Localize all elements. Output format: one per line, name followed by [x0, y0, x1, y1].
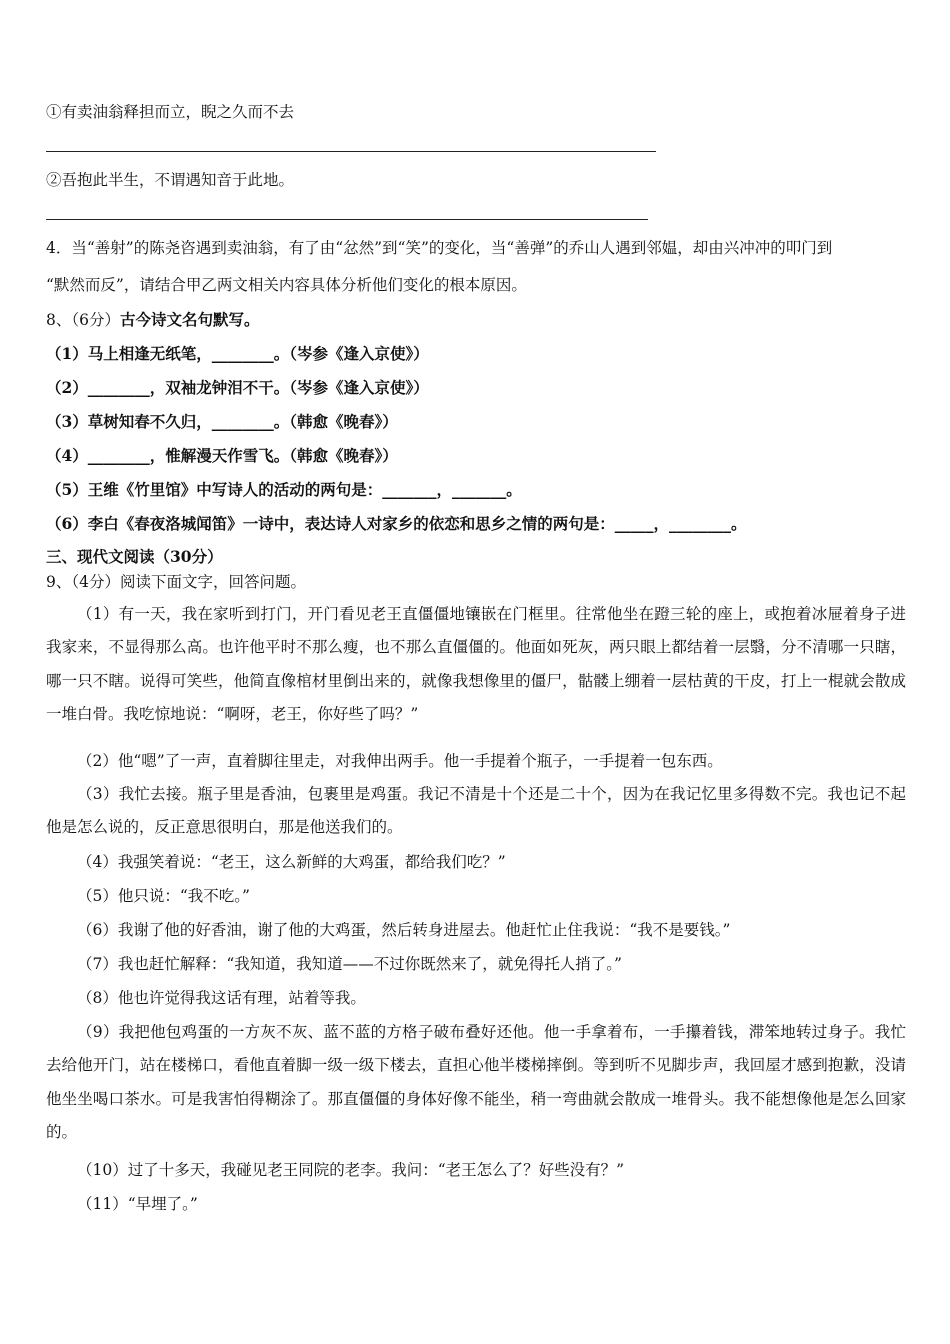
question-8-number: 8、（6分）: [46, 311, 120, 329]
answer-blank-line-2[interactable]: [46, 219, 648, 220]
question-9-heading: 9、（4分）阅读下面文字，回答问题。: [46, 573, 306, 591]
passage-paragraph-9: （9）我把他包鸡蛋的一方灰不灰、蓝不蓝的方格子破布叠好还他。他一手拿着布，一手攥着钱，滞笨地转过身子。我忙去给他开门，站在楼梯口，看他直着脚一级一级下楼去，直担心他半楼梯摔倒。等到听不见脚步声，我回屋才感到抱歉，没请他坐坐喝口茶水。可是我害怕得糊涂了。那直僵僵的身体好像不能坐，稍一弯曲就会散成一堆骨头。我不能想像他是怎么回家的。: [46, 1023, 906, 1142]
passage-paragraph-7: （7）我也赶忙解释：“我知道，我知道——不过你既然来了，就免得托人捎了。”: [77, 955, 622, 973]
answer-blank-line-1[interactable]: [46, 151, 656, 152]
section-3-heading: 三、现代文阅读（30分）: [46, 547, 223, 566]
fill-blank-item: （4）________，惟解漫天作雪飞。（韩愈《晚春》）: [46, 446, 398, 465]
passage-paragraph-11: （11）“早埋了。”: [77, 1195, 198, 1213]
fill-blank-item: （6）李白《春夜洛城闻笛》一诗中，表达诗人对家乡的依恋和思乡之情的两句是：_____，________。: [46, 514, 747, 533]
passage-paragraph-4: （4）我强笑着说：“老王，这么新鲜的大鸡蛋，都给我们吃？”: [77, 853, 506, 871]
passage-paragraph-3: （3）我忙去接。瓶子里是香油，包裹里是鸡蛋。我记不清是十个还是二十个，因为在我记忆里多得数不完。我也记不起他是怎么说的，反正意思很明白，那是他送我们的。: [46, 785, 906, 837]
passage-paragraph-5: （5）他只说：“我不吃。”: [77, 887, 250, 905]
question-4-line-2: “默然而反”，请结合甲乙两文相关内容具体分析他们变化的根本原因。: [46, 276, 527, 294]
fill-blank-item: （5）王维《竹里馆》中写诗人的活动的两句是：_______，_______。: [46, 480, 522, 499]
passage-paragraph-1: （1）有一天，我在家听到打门，开门看见老王直僵僵地镶嵌在门框里。往常他坐在蹬三轮的座上，或抱着冰屉着身子进我家来，不显得那么高。也许他平时不那么瘦，也不那么直僵僵的。他面如死灰，两只眼上都结着一层翳，分不清哪一只瞎，哪一只不瞎。说得可笑些，他简直像棺材里倒出来的，就像我想像里的僵尸，骷髅上绷着一层枯黄的干皮，打上一棍就会散成一堆白骨。我吃惊地说：“啊呀，老王，你好些了吗？”: [46, 605, 906, 724]
question-8-title: 古今诗文名句默写。: [119, 310, 260, 329]
question-line-2: ②吾抱此半生，不谓遇知音于此地。: [46, 171, 295, 189]
question-line-1: ①有卖油翁释担而立，睨之久而不去: [46, 103, 295, 121]
fill-blank-item: （2）________，双袖龙钟泪不干。（岑参《逢入京使》）: [46, 378, 429, 397]
fill-blank-item: （1）马上相逢无纸笔，________。（岑参《逢入京使》）: [46, 344, 429, 363]
passage-paragraph-2: （2）他“嗯”了一声，直着脚往里走，对我伸出两手。他一手提着个瓶子，一手提着一包东西。: [77, 752, 723, 770]
fill-blank-item: （3）草树知春不久归，________。（韩愈《晚春》）: [46, 412, 398, 431]
question-4-line-1: 4．当“善射”的陈尧咨遇到卖油翁，有了由“忿然”到“笑”的变化，当“善弹”的乔山人遇到邻媪，却由兴冲冲的叩门到: [46, 239, 833, 257]
passage-paragraph-8: （8）他也许觉得我这话有理，站着等我。: [77, 989, 366, 1007]
question-8-heading: [46, 309, 260, 331]
passage-paragraph-10: （10）过了十多天，我碰见老王同院的老李。我问：“老王怎么了？好些没有？”: [77, 1161, 625, 1179]
passage-paragraph-6: （6）我谢了他的好香油，谢了他的大鸡蛋，然后转身进屋去。他赶忙止住我说：“我不是要钱。”: [77, 921, 731, 939]
